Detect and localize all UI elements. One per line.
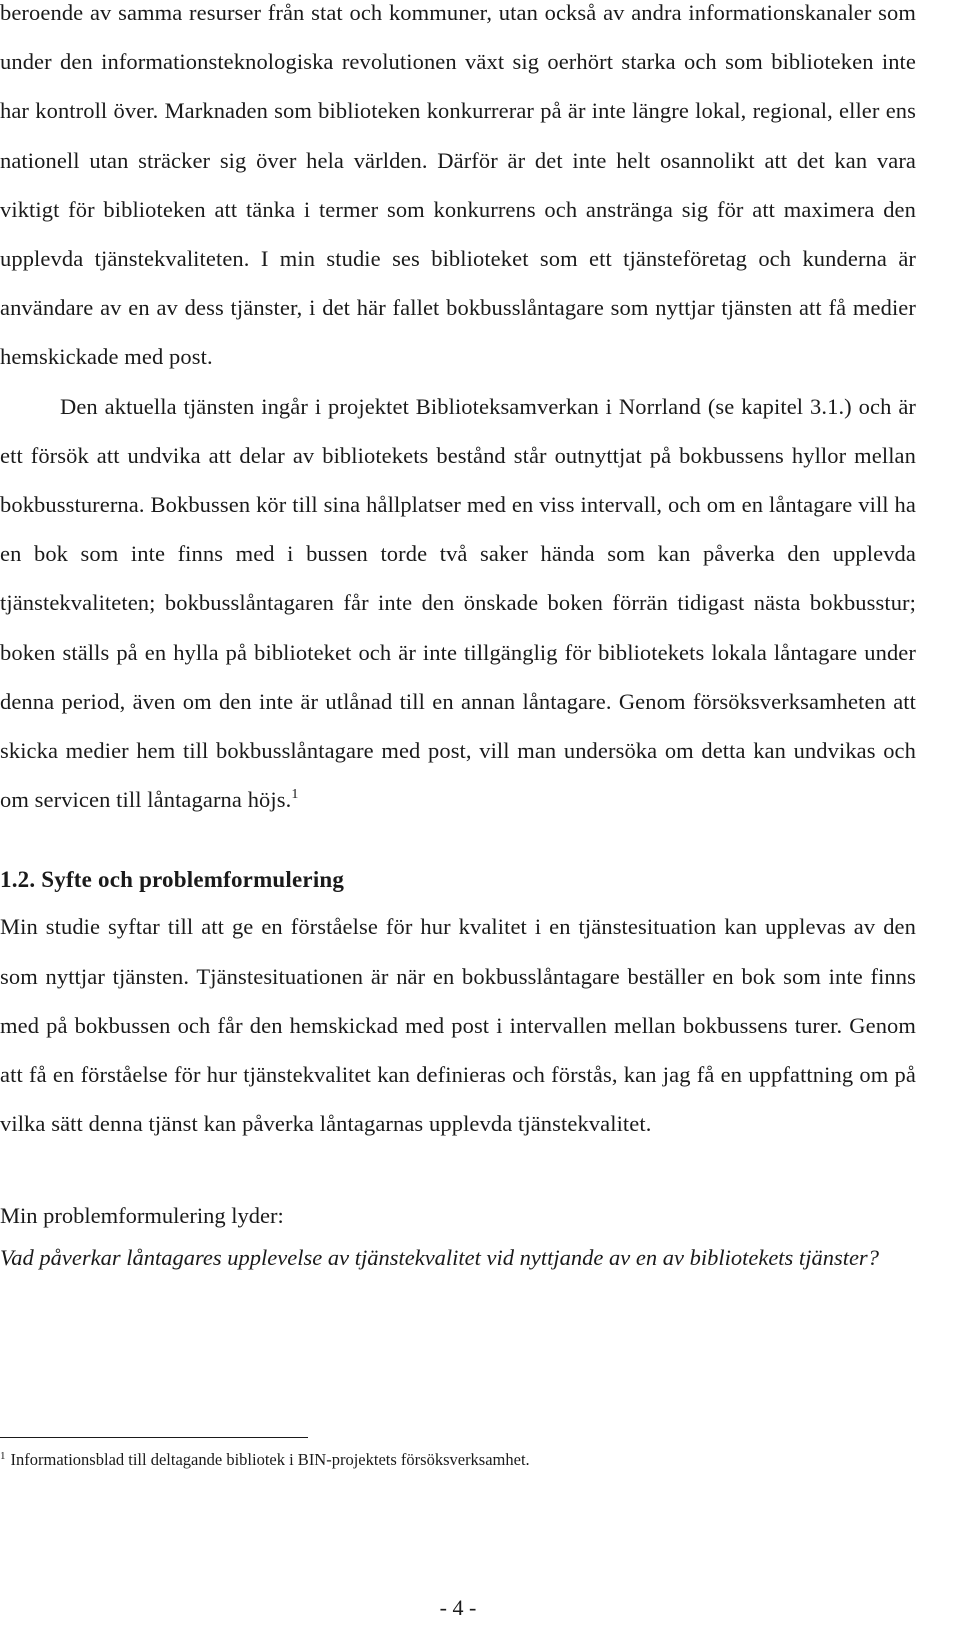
problem-label: Min problemformulering lyder: [0, 1203, 284, 1229]
footnote-text: Informationsblad till deltagande bibliotek i BIN-projektets försöksverksamhet. [10, 1450, 530, 1469]
body-paragraph-2 [0, 382, 916, 825]
section-heading: 1.2. Syfte och problemformulering [0, 867, 345, 893]
footnote-reference[interactable]: 1 [291, 787, 299, 803]
spacer [0, 1148, 916, 1194]
body-paragraph-1 [0, 0, 916, 382]
body-paragraph-1-text: beroende av samma resurser från stat och kommuner, utan också av andra informationskanaler som under den informationsteknologiska revolutionen växt sig oerhört starka och som biblioteken inte har kontroll över. Marknaden som biblioteken konkurrerar på är inte längre lokal, regional, eller ens nationell utan sträcker sig över hela världen. Därför är det inte helt osannolikt att det kan vara viktigt för biblioteken att tänka i termer som konkurrens och anstränga sig för att maximera den upplevda tjänstekvaliteten. I min studie ses biblioteket som ett tjänsteföretag och kunderna är användare av en av dess tjänster, i det här fallet bokbusslåntagare som nyttjar tjänsten att få medier hemskickade med post. [0, 0, 916, 370]
footnote-divider [0, 1437, 308, 1438]
page-number: - 4 - [439, 1595, 477, 1620]
section-paragraph: Min studie syftar till att ge en förståelse för hur kvalitet i en tjänstesituation kan upplevas av den som nyttjar tjänsten. Tjänstesituationen är när en bokbusslåntagare beställer en bok som inte finns med på bokbussen och får den hemskickad med post i intervallen mellan bokbussens turer. Genom att få en förståelse för hur tjänstekvalitet kan definieras och förstås, kan jag få en uppfattning om på vilka sätt denna tjänst kan påverka låntagarnas upplevda tjänstekvalitet. [0, 914, 916, 1137]
body-paragraph-2-text: Den aktuella tjänsten ingår i projektet Biblioteksamverkan i Norrland (se kapitel 3.1.) och är ett försök att undvika att delar av bibliotekets bestånd står outnyttjat på bokbussens hyllor mellan bokbussturerna. Bokbussen kör till sina hållplatser med en viss intervall, och om en låntagare vill ha en bok som inte finns med i bussen torde två saker hända som kan påverka den upplevda tjänstekvaliteten; bokbusslåntagaren får inte den önskade boken förrän tidigast nästa bokbusstur; boken ställs på en hylla på biblioteket och är inte tillgänglig för bibliotekets lokala låntagare under denna period, även om den inte är utlånad till en annan låntagare. Genom försöksverksamheten att skicka medier hem till bokbusslåntagare med post, vill man undersöka om detta kan undvikas och om servicen till låntagarna höjs. [0, 393, 916, 813]
problem-question: Vad påverkar låntagares upplevelse av tjänstekvalitet vid nyttjande av en av bibliotekets tjänster? [0, 1245, 879, 1271]
footnote-number: 1 [0, 1450, 6, 1462]
footnote [0, 1448, 530, 1472]
